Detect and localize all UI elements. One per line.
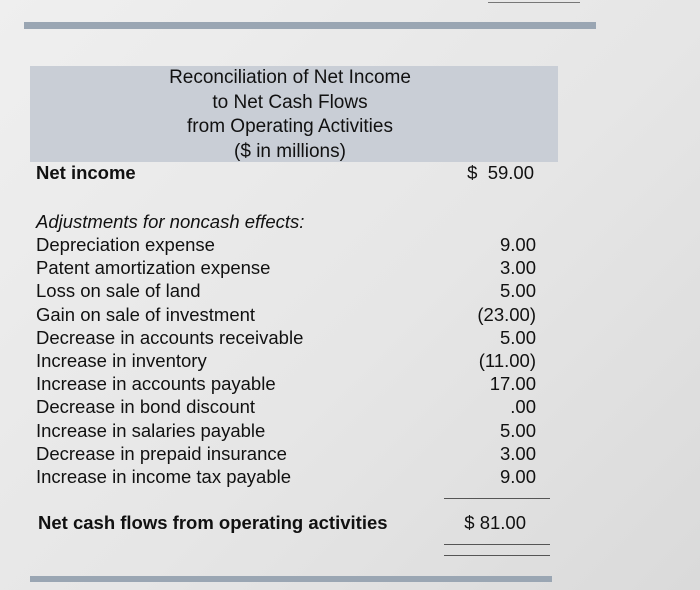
net-income-value: $ 59.00	[467, 162, 534, 183]
top-rule	[24, 22, 596, 29]
adjustment-label: Increase in accounts payable	[36, 373, 276, 395]
adjustments-labels	[36, 233, 303, 488]
title-line-4: ($ in millions)	[234, 140, 346, 162]
title-line-2: to Net Cash Flows	[212, 91, 368, 113]
double-rule-bottom	[444, 555, 550, 556]
adjustment-label: Decrease in accounts receivable	[36, 326, 304, 348]
net-income-label: Net income	[36, 162, 136, 183]
adjustment-label: Decrease in bond discount	[36, 396, 256, 418]
adjustment-value: .00	[510, 396, 536, 418]
adjustment-value: 9.00	[499, 465, 536, 487]
title-line-1: Reconciliation of Net Income	[169, 67, 411, 88]
adjustment-label: Gain on sale of investment	[36, 303, 256, 325]
total-value: $ 81.00	[464, 512, 526, 533]
adjustment-value: (23.00)	[477, 303, 536, 325]
adjustment-value: 17.00	[489, 373, 536, 395]
adjustment-value: 5.00	[499, 326, 536, 348]
adjustment-value: 9.00	[499, 234, 536, 255]
adjustment-label: Decrease in prepaid insurance	[36, 442, 287, 464]
statement-title	[130, 66, 450, 164]
adjustment-label: Increase in inventory	[36, 349, 207, 371]
adjustment-value: (11.00)	[478, 349, 536, 371]
adjustments-heading: Adjustments for noncash effects:	[36, 211, 305, 232]
adjustment-label: Increase in salaries payable	[36, 419, 266, 441]
bottom-rule	[30, 576, 552, 582]
total-label: Net cash flows from operating activities	[38, 512, 388, 533]
adjustment-value: 3.00	[499, 257, 536, 279]
adjustment-value: 5.00	[499, 280, 536, 302]
double-rule-top	[444, 544, 550, 545]
adjustments-values	[444, 233, 536, 488]
adjustment-label: Increase in income tax payable	[36, 465, 292, 487]
adjustment-value: 3.00	[499, 442, 536, 464]
subtotal-rule	[444, 498, 550, 499]
top-right-rule	[488, 2, 580, 3]
adjustment-value: 5.00	[499, 419, 536, 441]
adjustment-label: Patent amortization expense	[36, 257, 271, 279]
adjustment-label: Loss on sale of land	[36, 280, 201, 302]
title-line-3: from Operating Activities	[187, 116, 393, 137]
adjustment-label: Depreciation expense	[36, 234, 215, 255]
